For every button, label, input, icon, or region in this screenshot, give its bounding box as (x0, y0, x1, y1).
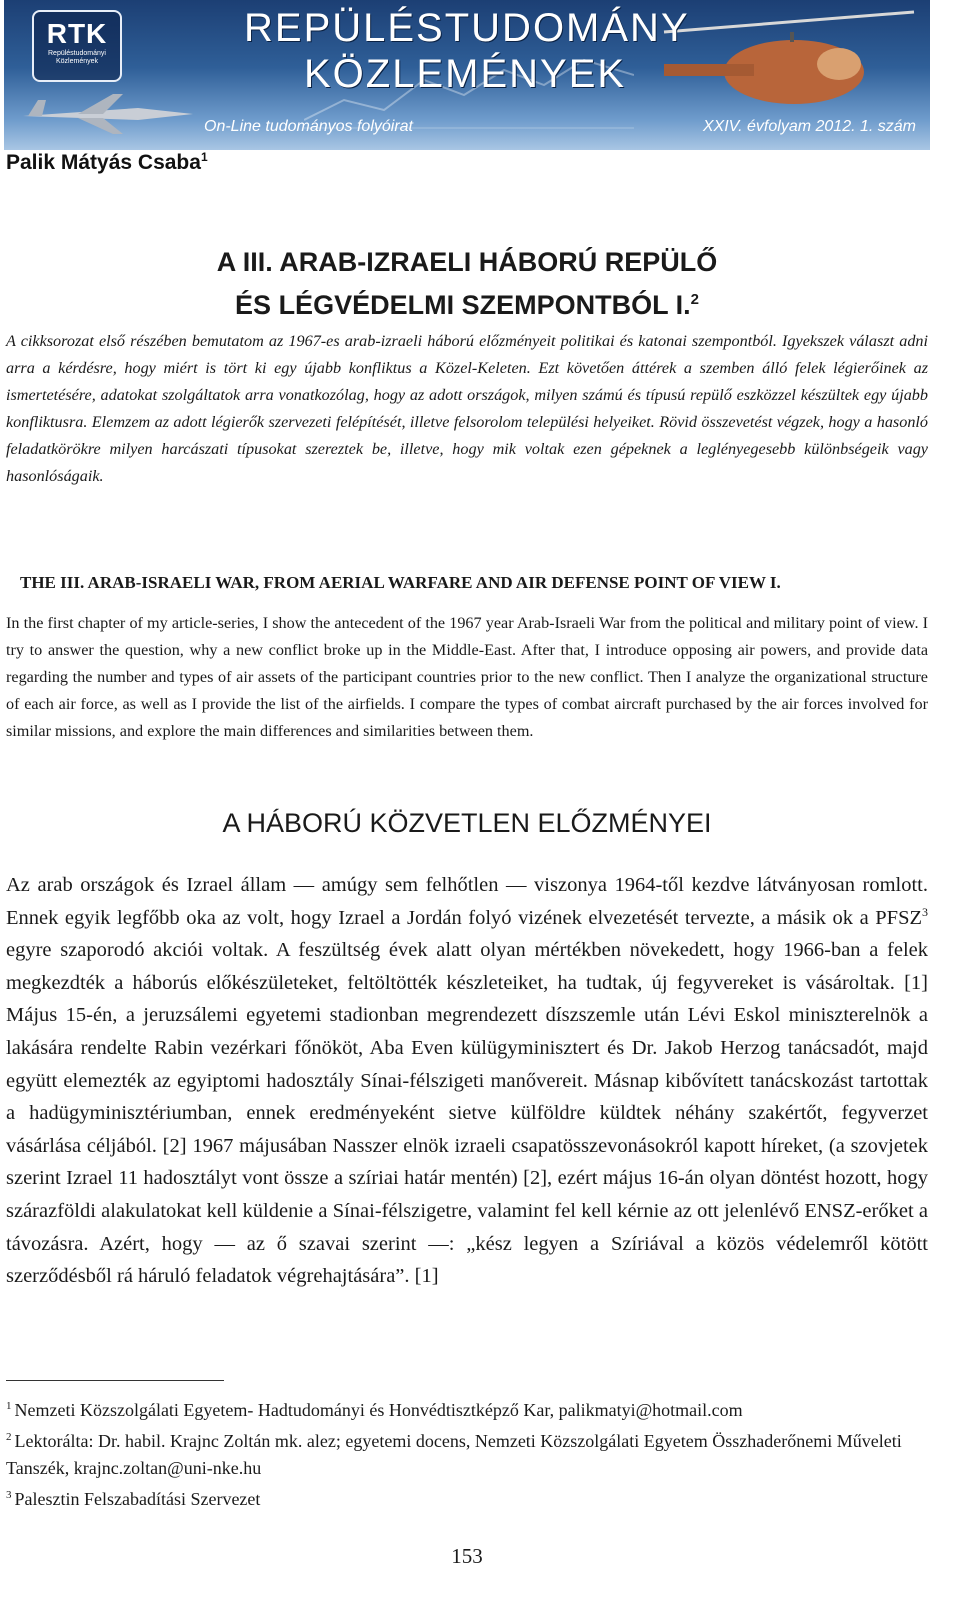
title-footnote-ref: 2 (690, 291, 699, 308)
body-text-part2: egyre szaporodó akciói voltak. A feszültség évek alatt olyan mértékben növekedett, hogy 1966-ban a felek megkezdték a háborús előkészületeket, feltöltötték készleteiket, ha tudtak, új fegyvereket is vásároltak. [1] Május 15-én, a jeruzsálemi egyetemi stadionban megrendezett díszszemle után Lévi Eskol miniszterelnök a lakására rendelte Rabin vezérkari főnököt, Aba Even külügyminisztert és Dr. Jakob Herzog tanácsadót, majd együtt elemezték az egyiptomi hadosztály Sínai-félszigeti manővereit. Másnap kibővített tanácskozást tartottak a hadügyminisztériumban, ennek eredményeként sietve külföldre küldtek néhány szakértőt, fegyverzet vásárlása céljából. [2] 1967 májusában Nasszer elnök izraeli csapatösszevonásokról kapott híreket, (a szovjetek szerint Izrael 11 hadosztályt vont össze a szíriai határ mentén) [2], ezért május 16-án olyan döntést hozott, hogy szárazföldi alakulatokat kell küldenie a Sínai-félszigetre, valamint fel kell kérnie az ott jelenlévő ENSZ-erőket a távozásra. Azért, hogy — az ő szavai szerint —: „kész legyen a Szíriával a közös védelemről kötött szerződésből rá háruló feladatok végrehajtására”. [1] (6, 939, 928, 1288)
page-number: 153 (451, 1544, 483, 1568)
footnote-text: Lektorálta: Dr. habil. Krajnc Zoltán mk. alez; egyetemi docens, Nemzeti Közszolgálati Egyetem Összhaderőnemi Műveleti Tanszék, krajnc.zoltan@uni-nke.hu (6, 1431, 902, 1478)
fighter-jet-icon (18, 86, 208, 136)
author-name (6, 150, 208, 175)
article-title (0, 244, 934, 324)
body-text-part1: Az arab országok és Izrael állam — amúgy sem felhőtlen — viszonya 1964-től kezdve látványosan romlott. Ennek egyik legfőbb oka az volt, hogy Izrael a Jordán folyó vizének elvezetését tervezte, a másik ok a PFSZ (6, 874, 928, 929)
journal-issue: XXIV. évfolyam 2012. 1. szám (702, 118, 916, 135)
body-footnote-ref: 3 (922, 904, 928, 919)
article-title-line2-text: ÉS LÉGVÉDELMI SZEMPONTBÓL I. (235, 290, 691, 320)
footnote-number: 2 (6, 1431, 12, 1443)
footnote-number: 1 (6, 1400, 12, 1412)
journal-banner (4, 0, 930, 150)
author-name-text: Palik Mátyás Csaba (6, 151, 201, 174)
footnote (6, 1482, 928, 1513)
footnote-divider (6, 1380, 224, 1381)
logo-subtitle: Repüléstudományi Közlemények (48, 50, 106, 65)
body-paragraph (6, 869, 928, 1293)
abstract-english: In the first chapter of my article-series, I show the antecedent of the 1967 year Arab-Israeli War from the political and military point of view. I try to answer the question, why a new conflict broke up in the Middle-East. After that, I introduce opposing air powers, and provide data regarding the number and types of air assets of the participant countries prior to the new conflict. Then I analyze the organizational structure of each air force, as well as I provide the list of the airfields. I compare the types of combat aircraft purchased by the air forces involved for similar missions, and explore the main differences and similarities between them. (6, 614, 928, 740)
english-title: THE III. ARAB-ISRAELI WAR, FROM AERIAL WARFARE AND AIR DEFENSE POINT OF VIEW I. (20, 573, 781, 592)
footnote-text: Nemzeti Közszolgálati Egyetem- Hadtudományi és Honvédtisztképző Kar, palikmatyi@hotmail.com (14, 1400, 743, 1420)
footnotes (6, 1393, 928, 1513)
footnote-text: Palesztin Felszabadítási Szervezet (14, 1489, 261, 1509)
logo-text: RTK (46, 18, 108, 49)
article-title-line1: A III. ARAB-IZRAELI HÁBORÚ REPÜLŐ (216, 247, 718, 277)
journal-title-line1: REPÜLÉSTUDOMÁNY (244, 6, 690, 50)
author-footnote-ref: 1 (200, 150, 208, 164)
abstract-hungarian: A cikksorozat első részében bemutatom az 1967-es arab-izraeli háború előzményeit politikai és katonai szempontból. Igyekszek választ adni arra a kérdésre, hogy miért is tört ki egy újabb konfliktus a Közel-Keleten. Ezt követően áttérek a szemben álló felek légierőinek az ismertetésére, adatokat szolgáltatok arra vonatkozólag, hogy az adott országok, milyen számú és típusú repülő eszközzel készültek egy újabb konfliktusra. Elemzem az adott légierők szervezeti felépítését, illetve felsorolom települési helyeiket. Rövid összevetést végzek, hogy a hasonló feladatkörökre milyen harcászati típusokat szereztek be, illetve, hogy mik voltak ezen gépeknek a leglényegesebb különbségeik vagy hasonlóságaik. (6, 332, 928, 485)
section-heading: A HÁBORÚ KÖZVETLEN ELŐZMÉNYEI (222, 808, 712, 838)
footnote (6, 1393, 928, 1424)
journal-logo (32, 10, 122, 82)
journal-tagline: On-Line tudományos folyóirat (204, 118, 413, 135)
footnote (6, 1424, 928, 1482)
journal-title-line2: KÖZLEMÉNYEK (304, 52, 627, 96)
article-title-line2 (0, 281, 934, 324)
footnote-number: 3 (6, 1489, 12, 1501)
